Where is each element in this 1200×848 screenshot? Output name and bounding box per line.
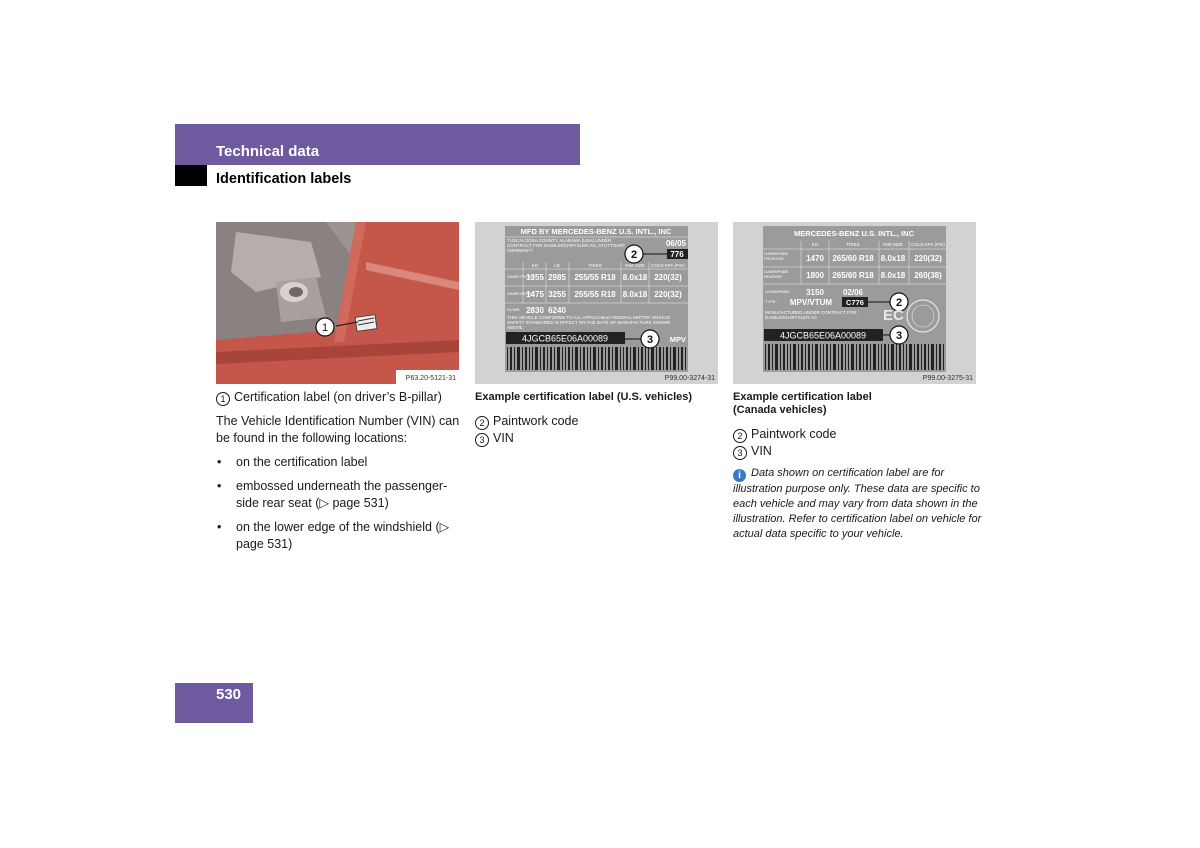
svg-text:255/55 R18: 255/55 R18 [574, 290, 616, 299]
figure-caption: Example certification label (Canada vehicles) [733, 391, 872, 416]
svg-text:3: 3 [895, 330, 903, 342]
svg-text:TIRES: TIRES [588, 263, 602, 268]
list-item: 3 VIN [475, 430, 725, 447]
image-code: P63.20-5121-31 [405, 375, 456, 382]
list-item: • on the certification label [216, 454, 464, 471]
svg-text:3255: 3255 [548, 290, 566, 299]
list-item: 2 Paintwork code [475, 413, 725, 430]
svg-text:COLD KPA (PSI): COLD KPA (PSI) [911, 242, 945, 247]
page-number-box [175, 683, 253, 723]
svg-text:2830: 2830 [526, 306, 544, 315]
callout-2 [625, 245, 643, 263]
svg-text:260(38): 260(38) [914, 271, 942, 280]
callout-3 [890, 326, 908, 344]
info-note: i Data shown on certification label are for illustration purpose only. These data are specific to each vehicle and may vary from data shown in the illustration. Refer to certification label on vehicle for actual data specific to your vehicle. [733, 467, 982, 540]
info-icon: i [733, 469, 746, 482]
svg-text:220(32): 220(32) [654, 273, 682, 282]
svg-text:1: 1 [321, 322, 329, 334]
image-code: P99.00-3274-31 [664, 375, 715, 382]
svg-text:GVWR: GVWR [507, 307, 520, 312]
svg-text:GAWR FRONT: GAWR FRONT [507, 274, 535, 279]
column-middle [475, 389, 725, 447]
canada-certification-label-image: MERCEDES-BENZ U.S. INTL., INC KG TIRES RIM SIZE COLD KPA (PSI) GAWR/PNBE FRONT/AV 1470 265/60 R18 8.0x18 220(32) GAWR/PNBE REAR/AR 1800 265/60 R18 8.0x18 260(38) GVWR/PNBV 3150 02/06 TYPE: MPV/VTUM C776 2 EC MANUFACTURED UNDER CONTRACT FOR DAIMLERCHRYSLER AG 4JGCB65E06A00089 3 P99.00-3275-31 [733, 222, 976, 384]
svg-text:RIM SIZE: RIM SIZE [883, 242, 903, 247]
svg-text:8.0x18: 8.0x18 [880, 271, 906, 280]
svg-text:MERCEDES-BENZ U.S. INTL., INC: MERCEDES-BENZ U.S. INTL., INC [793, 229, 915, 238]
svg-text:02/06: 02/06 [842, 288, 864, 297]
figure-caption: Example certification label (U.S. vehicles) [475, 391, 693, 403]
door-pillar-photo [216, 222, 459, 384]
svg-text:4JGCB65E06A00089: 4JGCB65E06A00089 [521, 333, 609, 344]
svg-text:2985: 2985 [548, 273, 566, 282]
page-number: 530 [216, 686, 242, 703]
svg-text:1800: 1800 [806, 271, 824, 280]
svg-text:3: 3 [646, 334, 654, 346]
svg-text:KG: KG [531, 263, 539, 268]
svg-text:265/60 R18: 265/60 R18 [832, 271, 874, 280]
callout-number: 1 [216, 392, 230, 406]
svg-text:6240: 6240 [548, 306, 566, 315]
callout-1 [316, 318, 334, 336]
us-certification-label-image: MFD BY MERCEDES-BENZ U.S. INTL., INC TUSCALOOSA COUNTY, ALABAMA (USA) UNDER CONTRACT FOR DAIMLERCHRYSLER AG, STUTTGART (GERMANY) 06/05 776 2 KG LB TIRES RIM SIZE COLD KPA (PSI) GAWR FRONT 1355 2985 255/55 R18 8.0x18 220(32) GAWR REAR 1475 3255 255/55 R18 8.0x18 220(32) GVWR 2830 6240 THIS VEHICLE CONFORMS TO ALL APPLICABLE FEDERAL MOTOR VEHICLE SAFETY STANDARDS IN EFFECT ON THE DATE OF MANUFACTURE SHOWN ABOVE. 4JGCB65E06A00089 3 MPV P99.00-3274-31 [475, 222, 718, 384]
svg-text:8.0x18: 8.0x18 [622, 273, 648, 282]
list-item: • on the lower edge of the windshield (▷ page 531) [216, 519, 464, 553]
svg-text:MPV/VTUM: MPV/VTUM [789, 298, 833, 307]
svg-text:TYPE:: TYPE: [765, 299, 777, 304]
svg-text:RIM SIZE: RIM SIZE [625, 263, 645, 268]
svg-text:2: 2 [895, 297, 903, 309]
list-item: 2 Paintwork code [733, 426, 983, 443]
ec-mark: EC [883, 307, 904, 324]
figure-caption: 1 Certification label (on driver’s B-pillar) [216, 389, 464, 406]
svg-text:1475: 1475 [526, 290, 544, 299]
svg-text:GVWR/PNBV: GVWR/PNBV [765, 289, 790, 294]
column-left [216, 389, 464, 560]
svg-text:3150: 3150 [806, 288, 824, 297]
svg-text:8.0x18: 8.0x18 [880, 254, 906, 263]
section-marker [175, 165, 207, 186]
svg-text:265/60 R18: 265/60 R18 [832, 254, 874, 263]
svg-text:2: 2 [630, 249, 638, 261]
svg-text:MFD BY MERCEDES-BENZ U.S. INTL: MFD BY MERCEDES-BENZ U.S. INTL., INC [520, 227, 672, 236]
svg-text:KG: KG [811, 242, 819, 247]
svg-text:776: 776 [670, 250, 684, 259]
subsection-title: Identification labels [216, 171, 352, 187]
svg-text:220(32): 220(32) [654, 290, 682, 299]
svg-text:8.0x18: 8.0x18 [622, 290, 648, 299]
svg-text:TIRES: TIRES [846, 242, 860, 247]
image-code: P99.00-3275-31 [922, 375, 973, 382]
svg-text:220(32): 220(32) [914, 254, 942, 263]
list-item: • embossed underneath the passenger-side rear seat (▷ page 531) [216, 478, 464, 512]
svg-text:255/55 R18: 255/55 R18 [574, 273, 616, 282]
svg-text:1355: 1355 [526, 273, 544, 282]
svg-text:1470: 1470 [806, 254, 824, 263]
svg-text:LB: LB [554, 263, 560, 268]
svg-text:COLD KPA (PSI): COLD KPA (PSI) [651, 263, 685, 268]
svg-text:MPV: MPV [669, 335, 686, 344]
svg-text:4JGCB65E06A00089: 4JGCB65E06A00089 [779, 330, 867, 341]
section-title: Technical data [216, 143, 320, 160]
column-right [733, 389, 983, 542]
vin-intro: The Vehicle Identification Number (VIN) can be found in the following locations: [216, 414, 460, 445]
list-item: 3 VIN [733, 443, 983, 460]
callout-3 [641, 330, 659, 348]
svg-text:06/05: 06/05 [665, 239, 686, 248]
svg-text:GAWR REAR: GAWR REAR [507, 291, 532, 296]
svg-text:C776: C776 [846, 298, 864, 307]
vin-location-list [216, 454, 464, 553]
